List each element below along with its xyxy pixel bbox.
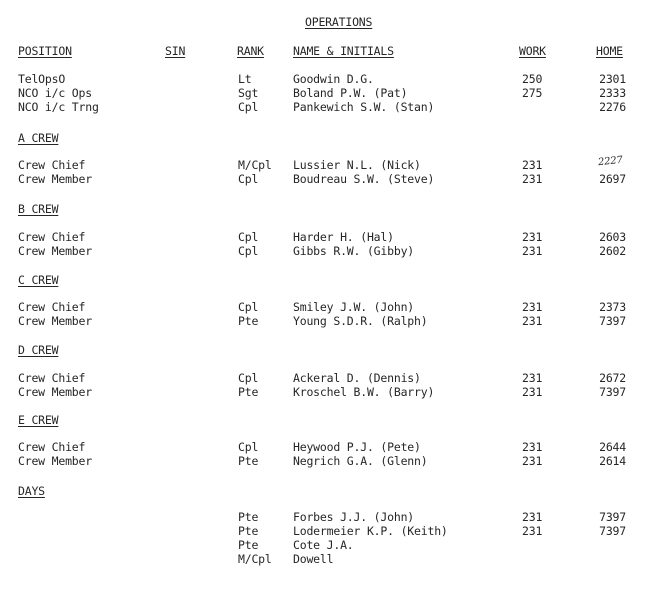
rank-cell: Cpl bbox=[238, 300, 259, 314]
home-number-cell: 2672 bbox=[599, 371, 626, 385]
home-number-cell: 7397 bbox=[599, 314, 626, 328]
section-heading: DAYS bbox=[18, 484, 45, 498]
name-cell: Lodermeier K.P. (Keith) bbox=[293, 524, 448, 538]
section-heading: B CREW bbox=[18, 202, 59, 216]
position-cell: Crew Chief bbox=[18, 440, 86, 454]
rank-cell: Pte bbox=[238, 385, 259, 399]
header-work: WORK bbox=[519, 44, 546, 58]
work-number-cell: 231 bbox=[522, 454, 543, 468]
position-cell: Crew Chief bbox=[18, 300, 86, 314]
rank-cell: Pte bbox=[238, 538, 259, 552]
name-cell: Young S.D.R. (Ralph) bbox=[293, 314, 428, 328]
section-heading: C CREW bbox=[18, 273, 59, 287]
work-number-cell: 231 bbox=[522, 244, 543, 258]
position-cell: Crew Chief bbox=[18, 371, 86, 385]
rank-cell: Cpl bbox=[238, 100, 259, 114]
rank-cell: Lt bbox=[238, 72, 252, 86]
home-number-cell: 7397 bbox=[599, 510, 626, 524]
home-number-cell: 2697 bbox=[599, 172, 626, 186]
page-title: OPERATIONS bbox=[305, 15, 373, 29]
name-cell: Pankewich S.W. (Stan) bbox=[293, 100, 435, 114]
home-number-cell: 7397 bbox=[599, 385, 626, 399]
home-number-cell: 2644 bbox=[599, 440, 626, 454]
position-cell: Crew Chief bbox=[18, 230, 86, 244]
rank-cell: M/Cpl bbox=[238, 158, 272, 172]
position-cell: Crew Member bbox=[18, 244, 92, 258]
work-number-cell: 231 bbox=[522, 230, 543, 244]
name-cell: Dowell bbox=[293, 552, 334, 566]
home-number-cell: 7397 bbox=[599, 524, 626, 538]
name-cell: Ackeral D. (Dennis) bbox=[293, 371, 421, 385]
name-cell: Boland P.W. (Pat) bbox=[293, 86, 408, 100]
section-heading: D CREW bbox=[18, 343, 59, 357]
work-number-cell: 231 bbox=[522, 510, 543, 524]
home-number-cell: 2333 bbox=[599, 86, 626, 100]
position-cell: Crew Member bbox=[18, 314, 92, 328]
work-number-cell: 231 bbox=[522, 314, 543, 328]
rank-cell: M/Cpl bbox=[238, 552, 272, 566]
position-cell: TelOpsO bbox=[18, 72, 66, 86]
position-cell: NCO i/c Ops bbox=[18, 86, 92, 100]
name-cell: Harder H. (Hal) bbox=[293, 230, 394, 244]
section-heading: A CREW bbox=[18, 131, 59, 145]
header-name: NAME & INITIALS bbox=[293, 44, 394, 58]
name-cell: Forbes J.J. (John) bbox=[293, 510, 415, 524]
home-number-cell: 2614 bbox=[599, 454, 626, 468]
name-cell: Lussier N.L. (Nick) bbox=[293, 158, 421, 172]
rank-cell: Cpl bbox=[238, 244, 259, 258]
work-number-cell: 231 bbox=[522, 371, 543, 385]
home-number-cell: 2373 bbox=[599, 300, 626, 314]
header-rank: RANK bbox=[237, 44, 264, 58]
position-cell: Crew Member bbox=[18, 385, 92, 399]
name-cell: Cote J.A. bbox=[293, 538, 354, 552]
rank-cell: Pte bbox=[238, 510, 259, 524]
work-number-cell: 231 bbox=[522, 172, 543, 186]
name-cell: Gibbs R.W. (Gibby) bbox=[293, 244, 415, 258]
handwritten-home-number: 2227 bbox=[597, 154, 624, 169]
position-cell: Crew Member bbox=[18, 172, 92, 186]
name-cell: Heywood P.J. (Pete) bbox=[293, 440, 421, 454]
position-cell: Crew Member bbox=[18, 454, 92, 468]
name-cell: Smiley J.W. (John) bbox=[293, 300, 415, 314]
home-number-cell: 2603 bbox=[599, 230, 626, 244]
rank-cell: Pte bbox=[238, 314, 259, 328]
rank-cell: Sgt bbox=[238, 86, 259, 100]
rank-cell: Cpl bbox=[238, 371, 259, 385]
home-number-cell: 2276 bbox=[599, 100, 626, 114]
work-number-cell: 231 bbox=[522, 385, 543, 399]
work-number-cell: 250 bbox=[522, 72, 543, 86]
work-number-cell: 231 bbox=[522, 440, 543, 454]
position-cell: NCO i/c Trng bbox=[18, 100, 99, 114]
rank-cell: Cpl bbox=[238, 230, 259, 244]
rank-cell: Pte bbox=[238, 454, 259, 468]
rank-cell: Cpl bbox=[238, 172, 259, 186]
home-number-cell: 2301 bbox=[599, 72, 626, 86]
section-heading: E CREW bbox=[18, 413, 59, 427]
work-number-cell: 231 bbox=[522, 524, 543, 538]
work-number-cell: 275 bbox=[522, 86, 543, 100]
work-number-cell: 231 bbox=[522, 158, 543, 172]
position-cell: Crew Chief bbox=[18, 158, 86, 172]
name-cell: Goodwin D.G. bbox=[293, 72, 374, 86]
name-cell: Negrich G.A. (Glenn) bbox=[293, 454, 428, 468]
name-cell: Kroschel B.W. (Barry) bbox=[293, 385, 435, 399]
work-number-cell: 231 bbox=[522, 300, 543, 314]
name-cell: Boudreau S.W. (Steve) bbox=[293, 172, 435, 186]
header-home: HOME bbox=[596, 44, 623, 58]
header-position: POSITION bbox=[18, 44, 72, 58]
rank-cell: Pte bbox=[238, 524, 259, 538]
home-number-cell: 2602 bbox=[599, 244, 626, 258]
rank-cell: Cpl bbox=[238, 440, 259, 454]
header-sin: SIN bbox=[165, 44, 186, 58]
